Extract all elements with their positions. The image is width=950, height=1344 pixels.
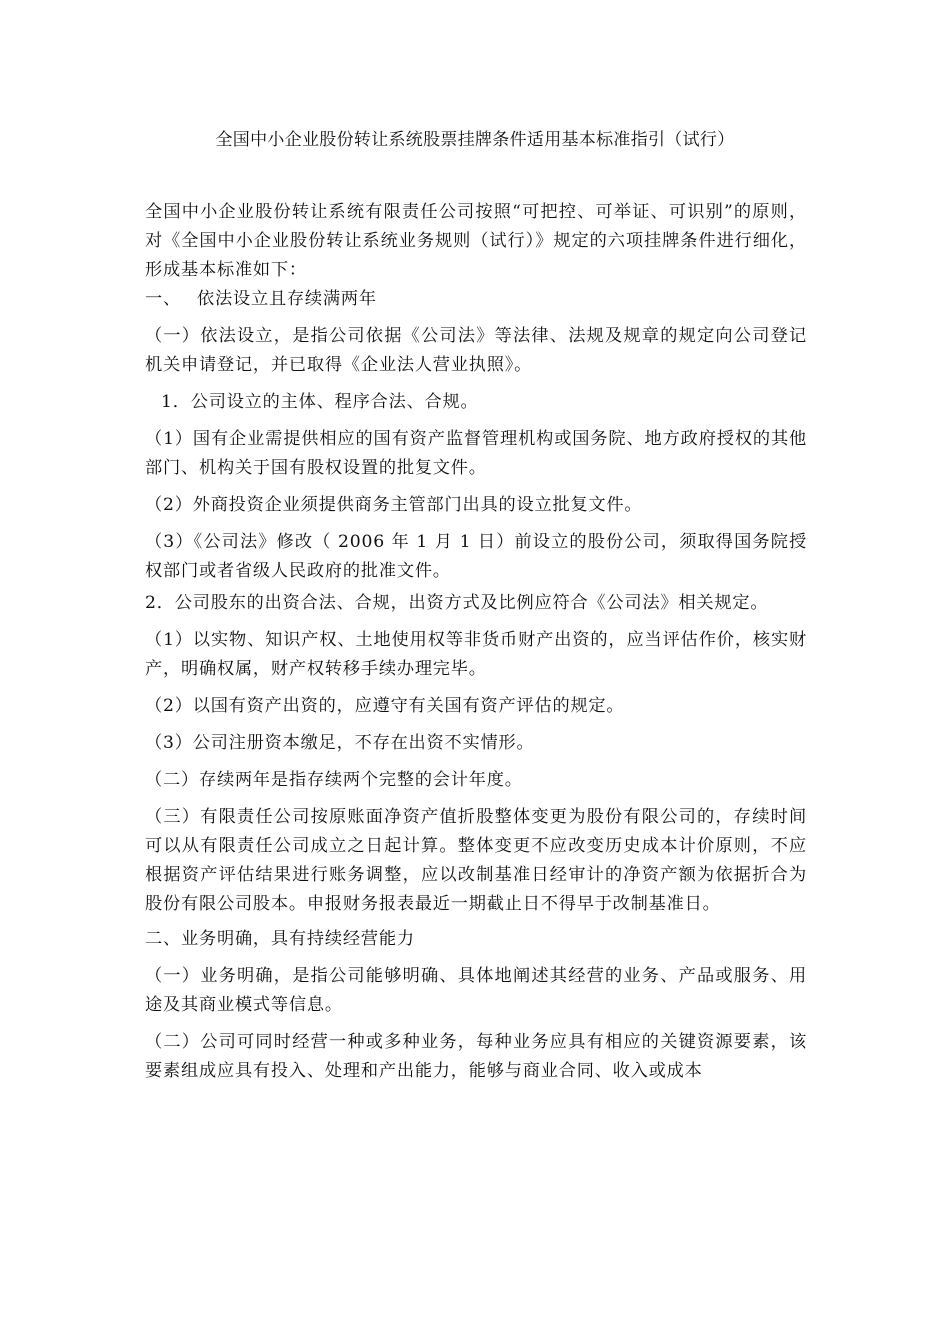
item-1-1-2-c: （3）公司注册资本缴足，不存在出资不实情形。 [145,733,535,753]
paragraph-1-2: （二）存续两年是指存续两个完整的会计年度。 [145,770,523,790]
item-1-1-2-a: （1）以实物、知识产权、土地使用权等非货币财产出资的，应当评估作价，核实财产，明确权属，财产权转移手续办理完毕。 [145,630,807,679]
item-1-1-2-b: （2）以国有资产出资的，应遵守有关国有资产评估的规定。 [145,696,625,716]
section-1-number: 一、 [145,289,181,309]
document-title: 全国中小企业股份转让系统股票挂牌条件适用基本标准指引（试行） [215,130,735,150]
document-body [145,198,807,1086]
item-1-1-1-b: （2）外商投资企业须提供商务主管部门出具的设立批复文件。 [145,495,643,515]
paragraph-2-2: （二）公司可同时经营一种或多种业务，每种业务应具有相应的关键资源要素，该要素组成应具有投入、处理和产出能力，能够与商业合同、收入或成本 [145,1032,807,1081]
section-1-heading [145,285,807,314]
paragraph-1-1: （一）依法设立，是指公司依据《公司法》等法律、法规及规章的规定向公司登记机关申请登记，并已取得《企业法人营业执照》。 [145,326,807,375]
item-1-1-1: 1．公司设立的主体、程序合法、合规。 [161,392,479,412]
intro-paragraph: 全国中小企业股份转让系统有限责任公司按照“可把控、可举证、可识别”的原则，对《全国中小企业股份转让系统业务规则（试行）》规定的六项挂牌条件进行细化，形成基本标准如下： [145,202,807,280]
item-1-1-2: 2．公司股东的出资合法、合规，出资方式及比例应符合《公司法》相关规定。 [145,593,769,613]
section-1-title: 依法设立且存续满两年 [197,289,377,309]
item-1-1-1-c: （3）《公司法》修改（ 2006 年 1 月 1 日）前设立的股份公司，须取得国务院授权部门或者省级人民政府的批准文件。 [145,532,807,581]
paragraph-1-3: （三）有限责任公司按原账面净资产值折股整体变更为股份有限公司的，存续时间可以从有限责任公司成立之日起计算。整体变更不应改变历史成本计价原则，不应根据资产评估结果进行账务调整，应以改制基准日经审计的净资产额为依据折合为股份有限公司股本。申报财务报表最近一期截止日不得早于改制基准日。 [145,807,807,914]
item-1-1-1-a: （1）国有企业需提供相应的国有资产监督管理机构或国务院、地方政府授权的其他部门、机构关于国有股权设置的批复文件。 [145,429,807,478]
paragraph-2-1: （一）业务明确，是指公司能够明确、具体地阐述其经营的业务、产品或服务、用途及其商业模式等信息。 [145,966,807,1015]
section-2-heading: 二、业务明确，具有持续经营能力 [145,929,415,949]
